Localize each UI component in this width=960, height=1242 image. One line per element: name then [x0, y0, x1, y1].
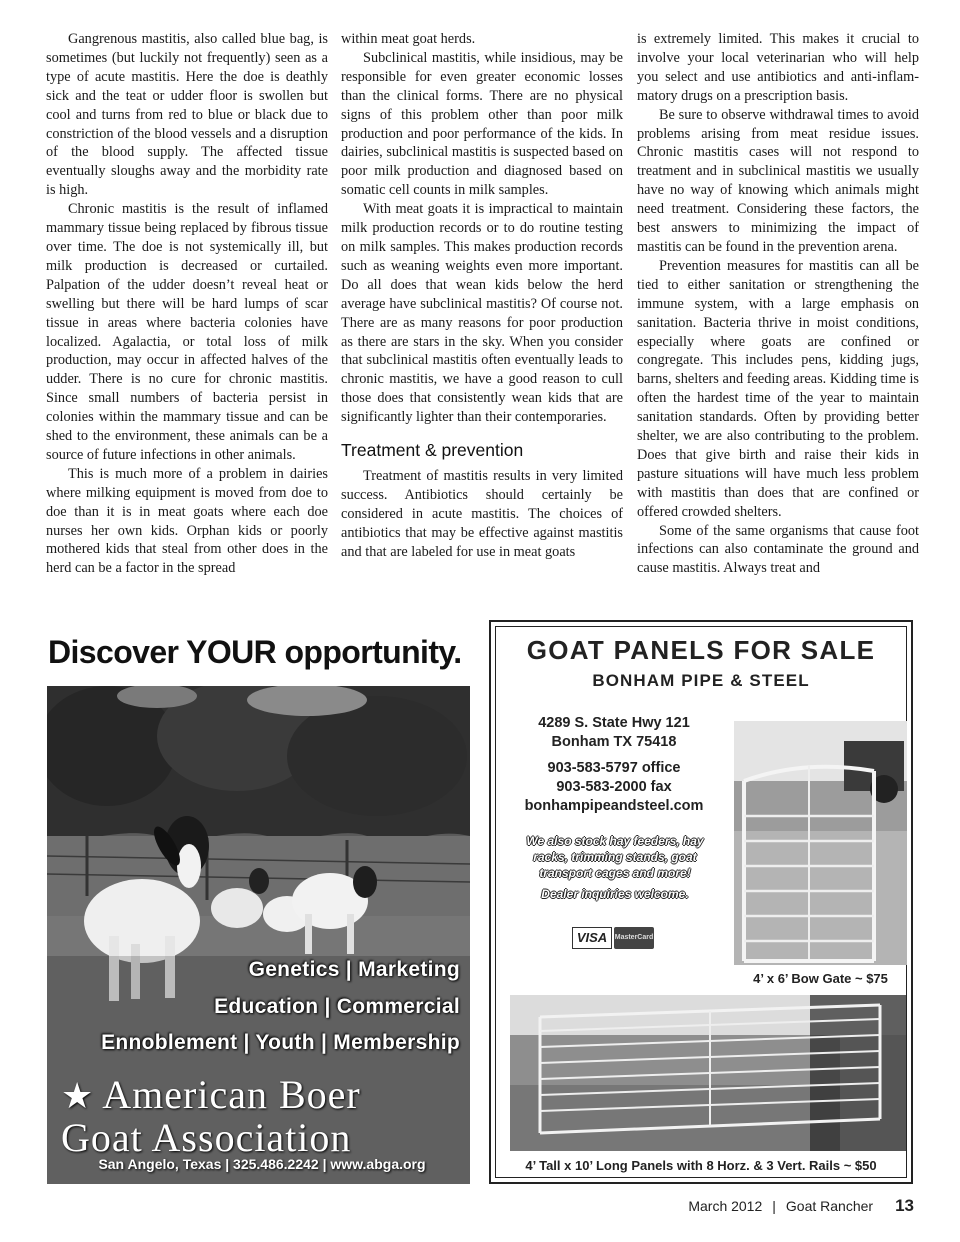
article-paragraph: Some of the same organisms that cause foot infections can also contaminate the ground and cause mastitis. Always treat and — [637, 522, 919, 577]
mastercard-icon: MasterCard — [614, 927, 654, 949]
article-paragraph: is extremely limited. This makes it crucial to involve your local veterinarian who will help you select and use antibiotics and anti-inflammatory drugs on a prescription basis. — [637, 31, 919, 104]
abga-ad-headline: Discover YOUR opportunity. — [48, 634, 462, 670]
page-number: 13 — [895, 1196, 914, 1215]
bonham-dealer-note: Dealer inquiries welcome. — [541, 887, 689, 901]
footer-magazine-name: Goat Rancher — [785, 1198, 874, 1214]
article-paragraph: This is much more of a problem in dairies where milking equipment is moved from doe to doe than it is in meat goats where each doe nurses her own kids. Orphan kids or poorly mothered kids that steal from other does in the herd can be a factor in the spread — [46, 465, 328, 577]
bonham-stock-note: We also stock hay feeders, hay racks, trimming stands, goat transport cages and more! — [526, 834, 704, 880]
bow-gate-image — [734, 721, 907, 965]
abga-ad-tagline: Education | Commercial — [214, 995, 460, 1018]
article-paragraph: Gangrenous mastitis, also called blue bag, is sometimes (but luckily not frequently) seen as a type of acute mastitis. Here the doe is deathly sick and the teat or udder floor is swollen but cool and turns from red to blue or black due to constriction of the blood vessels and a disruption of the blood supply. The affected tissue eventually sloughs away and the morbidity rate is high. — [46, 31, 328, 199]
bonham-ad-subtitle: BONHAM PIPE & STEEL — [592, 671, 810, 690]
bonham-phone-fax: 903-583-2000 fax — [556, 779, 672, 795]
goat-panel-image — [510, 995, 906, 1151]
article-paragraph: Chronic mastitis is the result of inflamed mammary tissue being replaced by fibrous tissue over time. The doe is not systemically ill, but milk production is decreased or curtailed. Palpation of the udder doesn’t reveal heat or swelling but there will be hard lumps of scar tissue in areas where bacteria colonies have localized. Agalactia, or total loss of milk production, may occur in affected halves of the udder. There is no cure for chronic mastitis. Since small numbers of bacteria persist in colonies within the mammary tissue and can be shed to the environment, these animals can be a source of future infections in other animals. — [46, 201, 328, 463]
section-heading: Treatment & prevention — [341, 440, 524, 461]
article-paragraph: within meat goat herds. — [341, 31, 476, 47]
bonham-website: bonhampipeandsteel.com — [524, 798, 704, 814]
article-paragraph: Be sure to observe withdrawal times to avoid problems arising from meat residue issues. Chronic mastitis cases will not respond to treatment and in subclinical mastitis we usually have no way of knowing which animals might need treatment. Considering these factors, the best answers to minimizing the impact of mastitis can be found in the prevention arena. — [637, 106, 919, 255]
abga-brand-line: Goat Association — [61, 1115, 352, 1160]
visa-card-icon: VISA — [572, 927, 612, 949]
article-paragraph: Prevention measures for mastitis can all be tied to either sanitation or strengthening the immune system, with a large emphasis on sanitation. Bacteria thrive in moist conditions, especially where goats are confined or congregate. This includes pens, kidding jugs, barns, shelters and feeding areas. Kidding time is often the hardest time of the year to maintain sanitation standards. Often by providing better shelter, we are also contributing to the problem. Does that give birth and raise their kids in pasture situations will have much less problem with mastitis than does that are confined or offered crowded shelters. — [637, 257, 919, 520]
abga-ad-tagline: Ennoblement | Youth | Membership — [101, 1031, 460, 1054]
star-icon: ★ — [61, 1076, 95, 1116]
payment-cards — [572, 927, 656, 949]
bonham-phone-office: 903-583-5797 office — [547, 760, 681, 776]
article-column-2 — [341, 30, 623, 562]
bow-gate-caption: 4’ x 6’ Bow Gate ~ $75 — [753, 971, 888, 986]
bonham-address-line: 4289 S. State Hwy 121 — [538, 715, 690, 731]
page-footer — [688, 1196, 914, 1216]
abga-brand-line: American Boer — [102, 1072, 361, 1117]
bow-gate-photo — [734, 721, 907, 965]
article-column-1 — [46, 30, 328, 578]
bonham-ad — [489, 620, 913, 1184]
abga-logo — [61, 1074, 461, 1159]
article-paragraph: Treatment of mastitis results in very limited success. Antibiotics should certainly be considered in acute mastitis. The choices of antibiotics that may be effective against mastitis and that are labeled for use in meat goats — [341, 468, 623, 560]
goat-panel-photo — [510, 995, 906, 1151]
bonham-ad-title: GOAT PANELS FOR SALE — [526, 635, 876, 665]
bonham-ad-frame — [495, 626, 907, 1178]
abga-ad-contact: San Angelo, Texas | 325.486.2242 | www.abga.org — [98, 1156, 426, 1172]
goat-panel-caption: 4’ Tall x 10’ Long Panels with 8 Horz. & 3 Vert. Rails ~ $50 — [525, 1158, 877, 1173]
bonham-address-line: Bonham TX 75418 — [551, 734, 677, 750]
abga-ad-photo — [47, 686, 470, 1184]
footer-separator: | — [772, 1198, 776, 1214]
abga-ad-tagline: Genetics | Marketing — [248, 958, 460, 981]
article-paragraph: With meat goats it is impractical to maintain milk production records or to do routine testing on milk samples. This makes production records such as weaning weights even more important. Do all does that wean kids below the herd average have subclinical mastitis? Of course not. There are as many reasons for poor production as there are stars in the sky. When you consider that subclinical mastitis often eventually leads to chronic mastitis, we have a good reason to cull those does that consistently wean kids that are significantly lighter than their contemporaries. — [341, 201, 623, 426]
article-paragraph: Subclinical mastitis, while insidious, may be responsible for even greater economic losses than the clinical forms. There are no physical signs of this problem other than poor milk production and poor performance of the kids. In dairies, subclinical mastitis is suspected based on poor milk production and diagnosed based on somatic cell counts in milk samples. — [341, 49, 623, 199]
article-column-3 — [637, 30, 919, 578]
footer-issue-date: March 2012 — [688, 1198, 763, 1214]
